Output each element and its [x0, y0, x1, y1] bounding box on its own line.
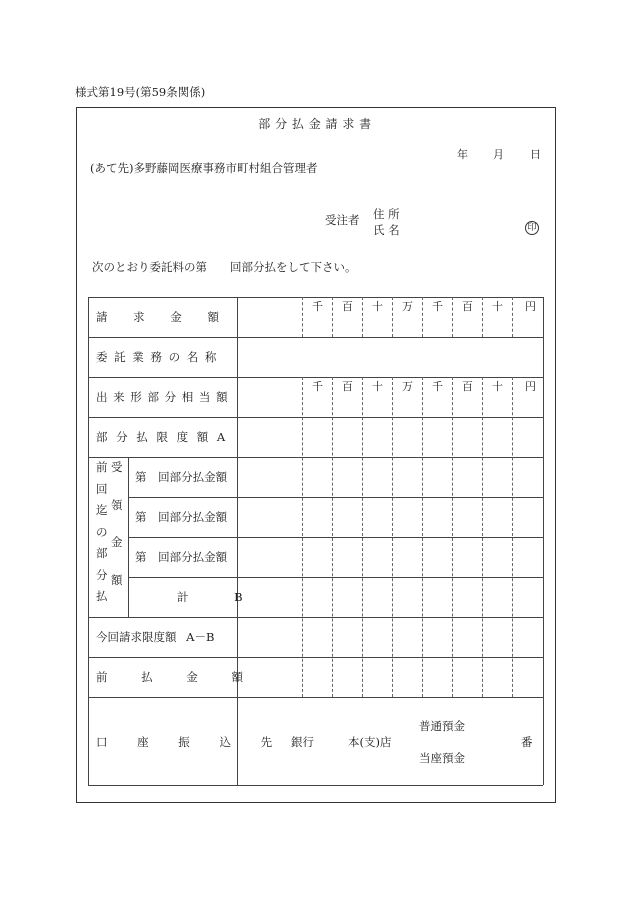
row-line — [88, 337, 543, 338]
row-label-prev-payment-2: 第 回部分払金額 — [135, 510, 228, 524]
row-label-limit-a: 部 分 払 限 度 額 A — [96, 430, 226, 444]
group-char: 額 — [111, 572, 123, 587]
request-statement: 次のとおり委託料の第 回部分払をして下さい。 — [92, 260, 357, 274]
row-line — [88, 417, 543, 418]
group-char: 前 — [96, 460, 108, 474]
unit-label: 千 — [432, 380, 443, 393]
row-label-advance: 前 払 金 額 — [96, 670, 243, 684]
group-char: 迄 — [96, 503, 108, 517]
date-year-label: 年 — [457, 148, 468, 161]
account-number-label: 番 — [521, 735, 533, 749]
unit-label: 十 — [492, 300, 503, 313]
table-border-bottom — [88, 785, 543, 786]
row-label-service-name: 委 託 業 務 の 名 称 — [96, 350, 217, 364]
group-char: 分 — [96, 567, 108, 582]
contractor-address-label: 住 所 — [373, 207, 400, 221]
form-title: 部 分 払 金 請 求 書 — [258, 117, 372, 131]
group-label-left — [96, 462, 108, 613]
row-line — [88, 617, 543, 618]
row-label-claim-amount: 請 求 金 額 — [96, 310, 219, 324]
row-line — [128, 577, 543, 578]
unit-label: 百 — [462, 380, 473, 393]
unit-label: 千 — [312, 380, 323, 393]
form-reference: 様式第19号(第59条関係) — [75, 85, 206, 99]
unit-label: 百 — [462, 300, 473, 313]
group-char: 金 — [111, 535, 123, 549]
unit-label: 千 — [312, 300, 323, 313]
digit-divider — [482, 377, 483, 697]
row-line — [88, 657, 543, 658]
group-char: 回 — [96, 481, 108, 496]
row-line — [128, 537, 543, 538]
row-label-prev-payment-3: 第 回部分払金額 — [135, 550, 228, 564]
group-char: 受 — [111, 460, 123, 474]
unit-label: 十 — [492, 380, 503, 393]
row-label-this-limit: 今回請求限度額 A－B — [96, 630, 215, 644]
branch-label: 本(支)店 — [348, 735, 392, 749]
unit-label: 百 — [342, 380, 353, 393]
unit-label: 万 — [402, 380, 413, 393]
unit-label: 円 — [525, 300, 536, 313]
contractor-name-label: 氏 名 — [373, 223, 400, 237]
row-label-bank-transfer: 口 座 振 込 先 — [96, 735, 273, 749]
row-line — [128, 497, 543, 498]
digit-divider — [332, 377, 333, 697]
digit-divider — [302, 377, 303, 697]
digit-divider — [362, 377, 363, 697]
row-line — [88, 697, 543, 698]
unit-label: 円 — [525, 380, 536, 393]
unit-label: 百 — [342, 300, 353, 313]
group-char: 領 — [111, 497, 123, 512]
bank-label: 銀行 — [291, 735, 314, 749]
group-char: 部 — [96, 546, 108, 560]
group-char: の — [96, 524, 108, 539]
unit-label: 十 — [372, 380, 383, 393]
contractor-label: 受注者 — [325, 213, 360, 227]
ordinary-deposit-label: 普通預金 — [419, 719, 465, 733]
group-label-right — [111, 462, 123, 612]
row-line — [88, 377, 543, 378]
digit-divider — [452, 377, 453, 697]
group-char: 払 — [96, 589, 108, 603]
date-month-label: 月 — [493, 148, 504, 161]
digit-divider — [512, 377, 513, 697]
addressee: (あて先)多野藤岡医療事務市町村組合管理者 — [90, 161, 318, 175]
table-border-right — [543, 297, 544, 785]
digit-divider — [512, 297, 513, 337]
row-label-prev-payment-1: 第 回部分払金額 — [135, 470, 228, 484]
current-deposit-label: 当座預金 — [419, 751, 465, 765]
digit-divider — [422, 377, 423, 697]
date-day-label: 日 — [530, 148, 541, 161]
form-frame — [76, 107, 556, 803]
unit-label: 十 — [372, 300, 383, 313]
seal-mark: 印 — [525, 221, 539, 235]
unit-label: 千 — [432, 300, 443, 313]
row-label-total-b: 計 B — [177, 590, 243, 604]
row-line — [88, 457, 543, 458]
table-column-divider — [237, 297, 238, 785]
row-label-progress-amount: 出 来 形 部 分 相 当 額 — [96, 390, 228, 404]
table-border-top — [88, 297, 543, 298]
digit-divider — [392, 377, 393, 697]
table-border-left — [88, 297, 89, 785]
unit-label: 万 — [402, 300, 413, 313]
